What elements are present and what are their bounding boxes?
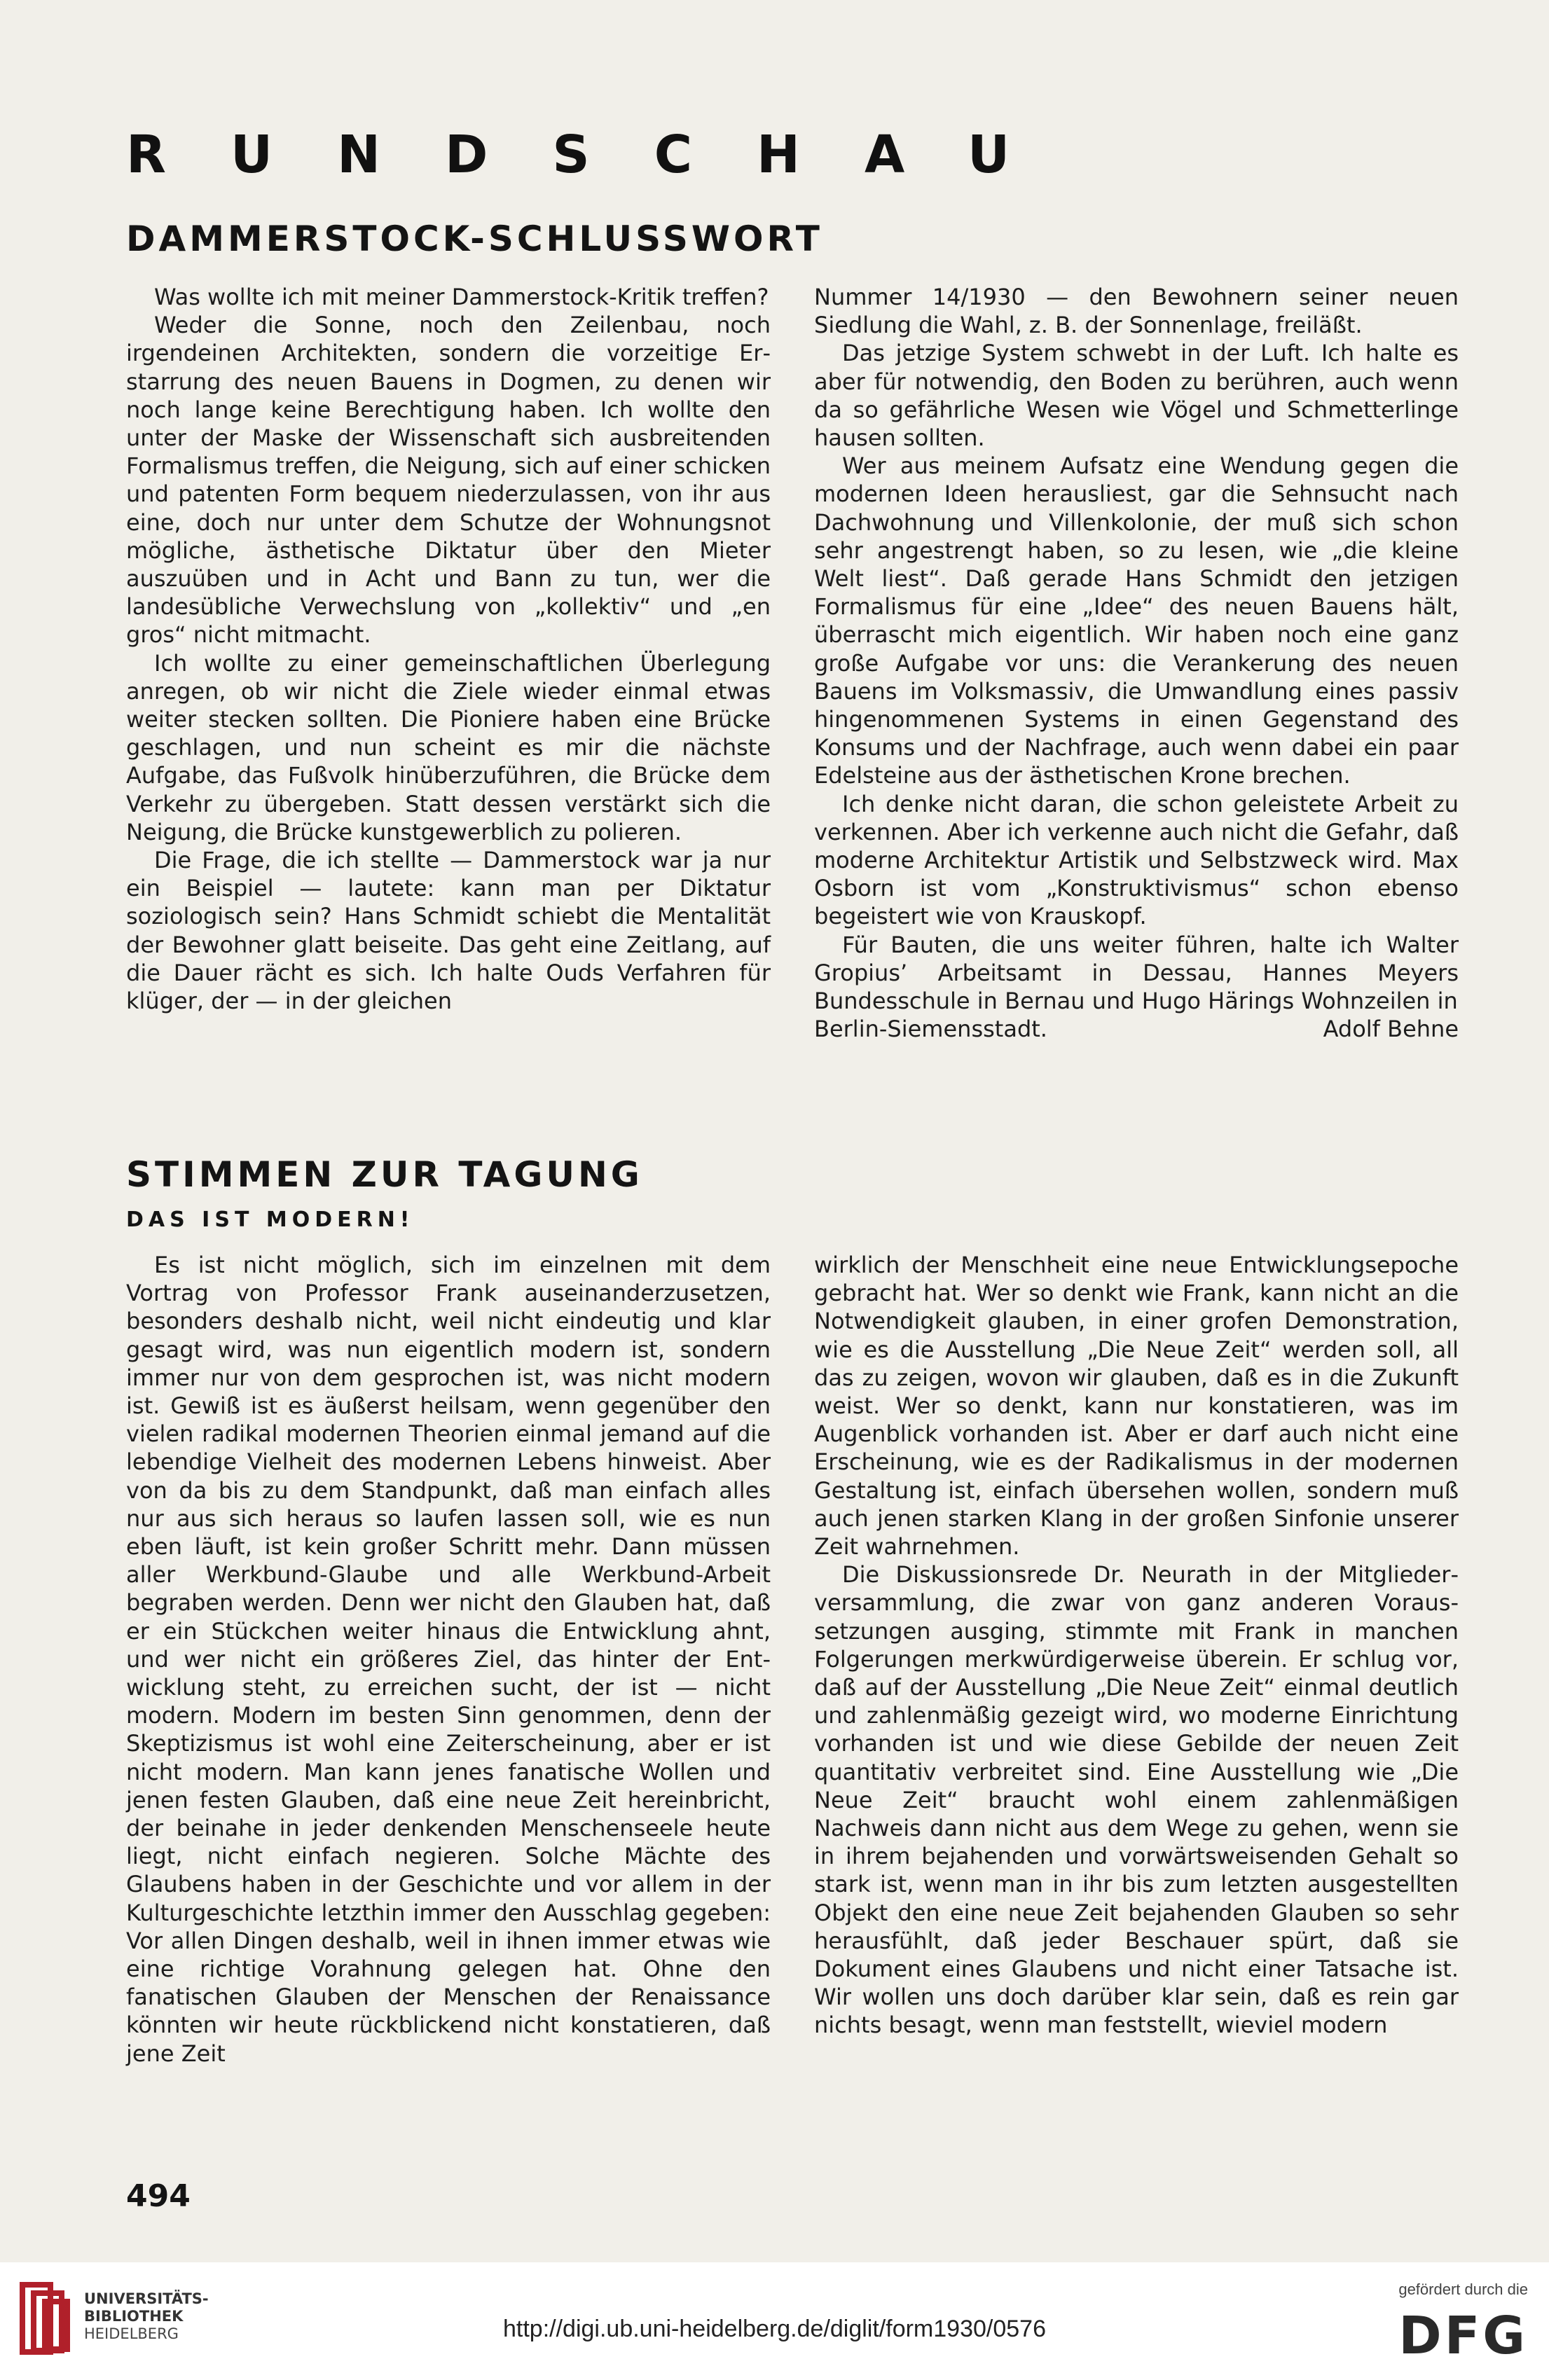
paragraph: Ich denke nicht daran, die schon geleistete Arbeit zu verkennen. Aber ich verkenne auch nicht die Gefahr, daß moderne Architektur Artistik und Selbstzweck wird. Max Osborn ist vom „Konstruktivismus“ schon ebenso begeistert wie von Krauskopf. [814, 790, 1459, 930]
paragraph: Für Bauten, die uns weiter führen, halte ich Walter Gropius’ Arbeitsamt in Dessau, Hannes Meyers Bundesschule in Bernau und Hugo Härings Wohnzeilen in [814, 931, 1459, 1015]
closing-line [814, 1015, 1459, 1043]
source-url-link[interactable]: http://digi.ub.uni-heidelberg.de/diglit/form1930/0576 [503, 2316, 1046, 2342]
author-signature: Adolf Behne [1323, 1016, 1459, 1043]
funding-caption: gefördert durch die [1398, 2281, 1528, 2298]
masthead-title: RUNDSCHAU [126, 125, 1075, 185]
article2-column-left [126, 1251, 771, 2068]
library-name-line: BIBLIOTHEK [84, 2308, 184, 2325]
paragraph: Was wollte ich mit meiner Dammerstock-Kritik treffen? [154, 284, 769, 310]
article1-column-right [814, 283, 1459, 1043]
paragraph: Die Frage, die ich stellte — Dammerstock war ja nur ein Beispiel — lautete: kann man per Diktatur soziologisch sein? Hans Schmidt schiebt die Mentalität der Bewohner glatt beiseite. Das geht eine Zeitlang, auf die Dauer rächt es sich. Ich halte Ouds Verfahren für klüger, der — in der gleichen [126, 847, 771, 1015]
library-name-line: UNIVERSITÄTS- [84, 2290, 209, 2307]
paragraph: Weder die Sonne, noch den Zeilenbau, noch irgendeinen Architekten, sondern die vorzeitige Erstarrung des neuen Bauens in Dogmen, zu denen wir noch lange keine Berechtigung haben. Ich wollte den unter der Maske der Wissenschaft sich ausbreitenden Formalismus treffen, die Neigung, sich auf einer schicken und patenten Form bequem niederzulassen, von ihr aus eine, doch nur unter dem Schutze der Wohnungsnot mögliche, ästhetische Diktatur über den Mieter auszuüben und in Acht und Bann zu tun, wer die landesübliche Verwechslung von „kollektiv“ und „en gros“ nicht mitmacht. [126, 312, 771, 649]
page-number: 494 [126, 2178, 191, 2214]
paragraph: Das jetzige System schwebt in der Luft. Ich halte es aber für notwendig, den Boden zu berühren, auch wenn da so gefährliche Wesen wie Vögel und Schmetterlinge hausen sollten. [814, 340, 1459, 452]
dfg-logo: DFG [1398, 2306, 1528, 2366]
paragraph: wirklich der Menschheit eine neue Entwicklungsepoche gebracht hat. Wer so denkt wie Frank, kann nicht an die Notwendigkeit glauben, in einer grofen Demonstration, wie es die Ausstellung „Die Neue Zeit“ werden soll, all das zu zeigen, wovon wir glauben, daß es in die Zukunft weist. Wer so denkt, kann nur konstatieren, was im Augenblick vorhanden ist. Aber er darf auch nicht eine Erscheinung, wie es der Radikalismus in der modernen Gestaltung ist, einfach übersehen wollen, sondern muß auch jenen starken Klang in der großen Sinfonie unserer Zeit wahrnehmen. [814, 1252, 1459, 1561]
paragraph: Ich wollte zu einer gemeinschaftlichen Überlegung anregen, ob wir nicht die Ziele wieder einmal etwas weiter stecken sollten. Die Pioniere haben eine Brücke geschlagen, und nun scheint es mir die nächste Aufgabe, das Fußvolk hinüberzuführen, die Brücke dem Verkehr zu übergeben. Statt dessen verstärkt sich die Neigung, die Brücke kunstgewerblich zu polieren. [126, 649, 771, 845]
section-subtitle: DAS IST MODERN! [126, 1208, 415, 1232]
library-name-line: HEIDELBERG [84, 2325, 179, 2342]
paragraph: Die Diskussionsrede Dr. Neurath in der Mitgliederversammlung, die zwar von ganz anderen Voraussetzungen ausging, stimmte mit Frank in manchen Folgerungen merkwürdigerweise überein. Er schlug vor, daß auf der Ausstellung „Die Neue Zeit“ einmal deutlich und zahlenmäßig gezeigt wird, wo moderne Einrichtung vorhanden ist und wie diese Gebilde der neuen Zeit quantitativ verbreitet sind. Eine Ausstellung wie „Die Neue Zeit“ braucht wohl einem zahlenmäßigen Nachweis dann nicht aus dem Wege zu gehen, wenn sie in ihrem bejahenden und vorwärtsweisenden Gehalt so stark ist, wenn man in ihr bis zum letzten ausgestellten Objekt den eine neue Zeit bejahenden Glauben so sehr herausfühlt, daß jeder Beschauer spürt, daß sie Dokument eines Glaubens und nicht einer Tatsache ist. Wir wollen uns doch darüber klar sein, daß es rein gar nichts besagt, wenn man feststellt, wieviel modern [814, 1561, 1459, 2039]
article2-column-right [814, 1251, 1459, 2040]
paragraph: Wer aus meinem Aufsatz eine Wendung gegen die modernen Ideen herausliest, gar die Sehnsucht nach Dachwohnung und Villenkolonie, der muß sich schon sehr angestrengt haben, so zu lesen, wie „die kleine Welt liest“. Daß gerade Hans Schmidt den jetzigen Formalismus für eine „Idee“ des neuen Bauens hält, überrascht mich eigentlich. Wir haben noch eine ganz große Aufgabe vor uns: die Verankerung des neuen Bauens im Volksmassiv, die Umwandlung eines passiv hingenommenen Systems in einen Gegenstand des Konsums und der Nachfrage, auch wenn dabei ein paar Edelsteine aus der ästhetischen Krone brechen. [814, 452, 1459, 789]
section-title: STIMMEN ZUR TAGUNG [126, 1154, 643, 1195]
paragraph: Nummer 14/1930 — den Bewohnern seiner neuen Siedlung die Wahl, z. B. der Sonnenlage, freiläßt. [814, 284, 1459, 339]
article1-column-left [126, 283, 771, 1015]
closing-text: Berlin-Siemensstadt. [814, 1016, 1047, 1043]
digitization-footer [0, 2262, 1549, 2380]
article-title: DAMMERSTOCK-SCHLUSSWORT [126, 219, 823, 259]
paragraph: Es ist nicht möglich, sich im einzelnen mit dem Vortrag von Professor Frank auseinanderzusetzen, besonders deshalb nicht, weil nicht eindeutig und klar gesagt wird, was nun eigentlich modern ist, sondern immer nur von dem gesprochen ist, was nicht modern ist. Gewiß ist es äußerst heilsam, wenn gegenüber den vielen radikal modernen Theorien einmal jemand auf die lebendige Vielheit des modernen Lebens hinweist. Aber von da bis zu dem Standpunkt, daß man einfach alles nur aus sich heraus so laufen lassen soll, wie es nun eben läuft, ist kein großer Schritt mehr. Dann müssen aller Werkbund-Glaube und alle Werkbund-Arbeit begraben werden. Denn wer nicht den Glauben hat, daß er ein Stückchen weiter hinaus die Entwicklung ahnt, und wer nicht ein größeres Ziel, das hinter der Entwicklung steht, zu erreichen sucht, der ist — nicht modern. Modern im besten Sinn genommen, denn der Skeptizismus ist wohl eine Zeiterscheinung, aber er ist nicht modern. Man kann jenes fanatische Wollen und jenen festen Glauben, daß eine neue Zeit hereinbricht, der beinahe in jeder denkenden Menschenseele heute liegt, nicht einfach negieren. Solche Mächte des Glaubens haben in der Geschichte und vor allem in der Kulturgeschichte letzthin immer den Ausschlag gegeben: Vor allen Dingen deshalb, weil in ihnen immer etwas wie eine richtige Vorahnung gelegen hat. Ohne den fanatischen Glauben der Menschen der Renaissance könnten wir heute rückblickend nicht konstatieren, daß jene Zeit [126, 1252, 771, 2067]
